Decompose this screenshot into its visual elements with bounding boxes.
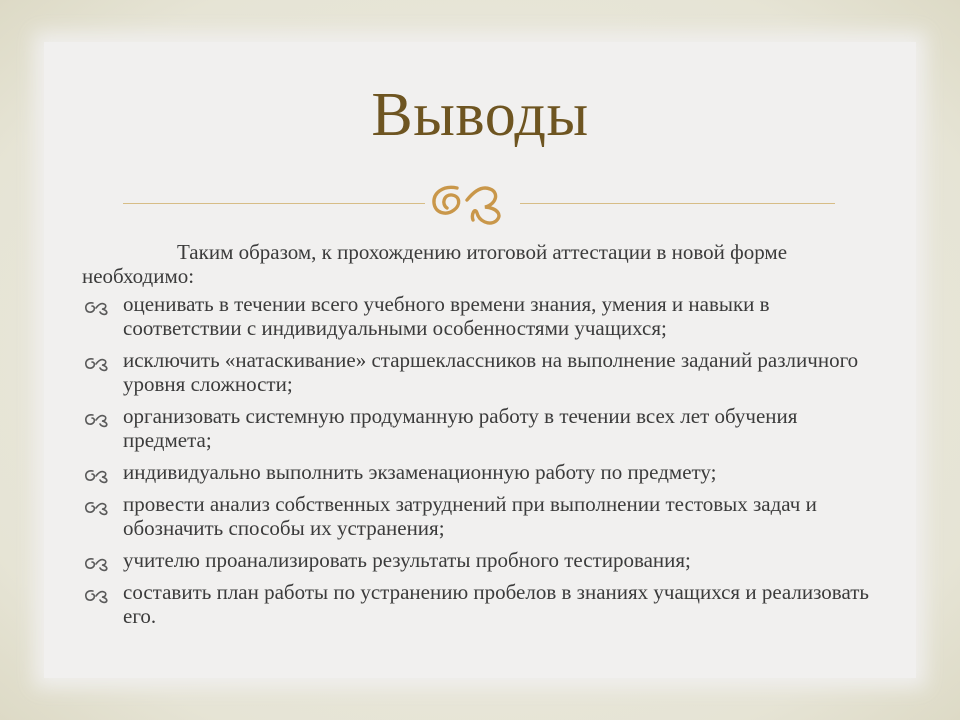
swirl-bullet-icon (84, 585, 110, 601)
swirl-bullet-icon (84, 553, 110, 569)
swirl-bullet-icon (84, 465, 110, 481)
swirl-bullet-icon (84, 409, 110, 425)
list-item-text: учителю проанализировать результаты пробного тестирования; (123, 548, 691, 572)
slide-body (82, 240, 882, 636)
slide-title: Выводы (371, 81, 589, 149)
swirl-bullet-icon (84, 353, 110, 369)
list-item-text: составить план работы по устранению пробелов в знаниях учащихся и реализовать его. (123, 580, 869, 628)
list-item (82, 348, 882, 396)
swirl-bullet-icon (84, 497, 110, 513)
title-divider-right (520, 203, 835, 204)
list-item (82, 460, 882, 484)
swash-flourish-icon (420, 178, 520, 228)
list-item-text: индивидуально выполнить экзаменационную работу по предмету; (123, 460, 717, 484)
list-item-text: исключить «натаскивание» старшеклассников на выполнение заданий различного уровня сложности; (123, 348, 859, 396)
conclusion-list (82, 292, 882, 628)
list-item-text: оценивать в течении всего учебного времени знания, умения и навыки в соответствии с индивидуальными особенностями учащихся; (123, 292, 770, 340)
list-item (82, 404, 882, 452)
list-item (82, 292, 882, 340)
intro-text: Таким образом, к прохождению итоговой аттестации в новой форме необходимо: (82, 240, 788, 288)
list-item (82, 492, 882, 540)
swirl-bullet-icon (84, 297, 110, 313)
list-item (82, 580, 882, 628)
list-item-text: провести анализ собственных затруднений при выполнении тестовых задач и обозначить способы их устранения; (123, 492, 817, 540)
list-item-text: организовать системную продуманную работу в течении всех лет обучения предмета; (123, 404, 798, 452)
title-divider-left (123, 203, 425, 204)
list-item (82, 548, 882, 572)
